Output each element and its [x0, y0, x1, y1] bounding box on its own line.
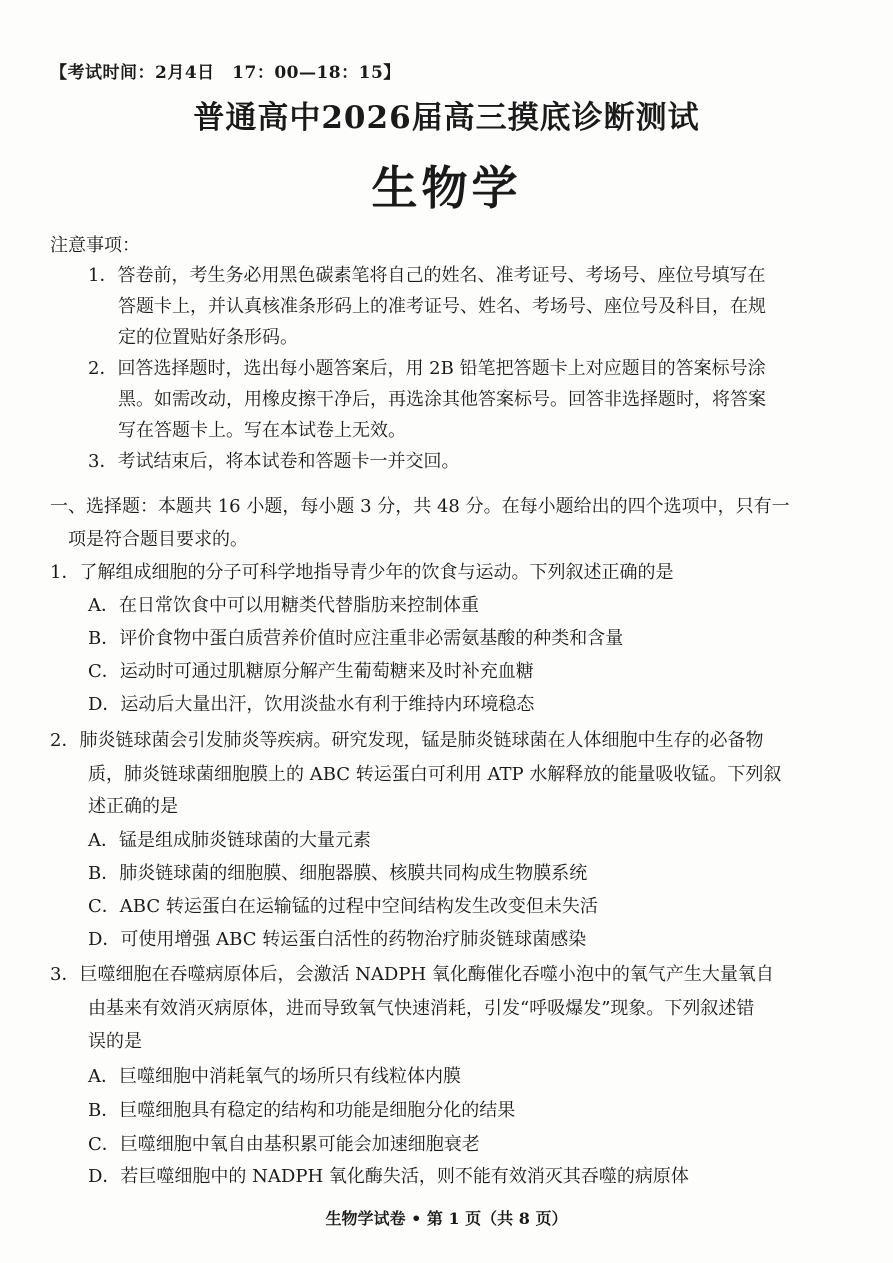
notice-heading: 注意事项： — [50, 235, 140, 256]
notice-line: 1．答卷前，考生务必用黑色碳素笔将自己的姓名、准考证号、考场号、座位号填写在 — [88, 265, 766, 286]
question-option: C．巨噬细胞中氧自由基积累可能会加速细胞衰老 — [88, 1134, 480, 1155]
question-option: D．若巨噬细胞中的 NADPH 氧化酶失活，则不能有效消灭其吞噬的病原体 — [88, 1166, 689, 1187]
question-stem: 1．了解组成细胞的分子可科学地指导青少年的饮食与运动。下列叙述正确的是 — [50, 562, 674, 583]
exam-time: 【考试时间：2月4日 17：00—18：15】 — [50, 63, 401, 83]
question-option: A．锰是组成肺炎链球菌的大量元素 — [88, 830, 371, 851]
notice-line: 3．考试结束后，将本试卷和答题卡一并交回。 — [88, 451, 460, 472]
question-stem: 2．肺炎链球菌会引发肺炎等疾病。研究发现，锰是肺炎链球菌在人体细胞中生存的必备物 — [50, 730, 764, 751]
question-option: C．ABC 转运蛋白在运输锰的过程中空间结构发生改变但未失活 — [88, 896, 598, 917]
question-stem: 3．巨噬细胞在吞噬病原体后，会激活 NADPH 氧化酶催化吞噬小泡中的氧气产生大量氧自 — [50, 964, 774, 985]
question-option: D．运动后大量出汗，饮用淡盐水有利于维持内环境稳态 — [88, 694, 535, 715]
question-stem: 由基来有效消灭病原体，进而导致氧气快速消耗，引发“呼吸爆发”现象。下列叙述错 — [88, 998, 755, 1019]
question-option: A．巨噬细胞中消耗氧气的场所只有线粒体内膜 — [88, 1066, 461, 1087]
subject-title: 生物学 — [371, 161, 522, 215]
question-stem: 述正确的是 — [88, 796, 178, 817]
question-option: B．评价食物中蛋白质营养价值时应注重非必需氨基酸的种类和含量 — [88, 628, 624, 649]
question-option: B．巨噬细胞具有稳定的结构和功能是细胞分化的结果 — [88, 1100, 516, 1121]
question-option: B．肺炎链球菌的细胞膜、细胞器膜、核膜共同构成生物膜系统 — [88, 863, 588, 884]
section-heading: 项是符合题目要求的。 — [68, 529, 248, 550]
notice-line: 2．回答选择题时，选出每小题答案后，用 2B 铅笔把答题卡上对应题目的答案标号涂 — [88, 358, 766, 379]
question-stem: 误的是 — [88, 1031, 142, 1052]
notice-line: 黑。如需改动，用橡皮擦干净后，再选涂其他答案标号。回答非选择题时，将答案 — [118, 389, 766, 410]
question-stem: 质，肺炎链球菌细胞膜上的 ABC 转运蛋白可利用 ATP 水解释放的能量吸收锰。下列叙 — [88, 764, 782, 785]
question-option: C．运动时可通过肌糖原分解产生葡萄糖来及时补充血糖 — [88, 661, 534, 682]
notice-line: 定的位置贴好条形码。 — [118, 327, 298, 348]
notice-line: 答题卡上，并认真核准条形码上的准考证号、姓名、考场号、座位号及科目，在规 — [118, 296, 766, 317]
question-option: A．在日常饮食中可以用糖类代替脂肪来控制体重 — [88, 595, 479, 616]
exam-title: 普通高中2026届高三摸底诊断测试 — [193, 100, 700, 136]
notice-line: 写在答题卡上。写在本试卷上无效。 — [118, 420, 406, 441]
page-footer: 生物学试卷 • 第 1 页（共 8 页） — [325, 1209, 568, 1228]
question-option: D．可使用增强 ABC 转运蛋白活性的药物治疗肺炎链球菌感染 — [88, 929, 587, 950]
section-heading: 一、选择题：本题共 16 小题，每小题 3 分，共 48 分。在每小题给出的四个选项中，只有一 — [50, 496, 790, 517]
